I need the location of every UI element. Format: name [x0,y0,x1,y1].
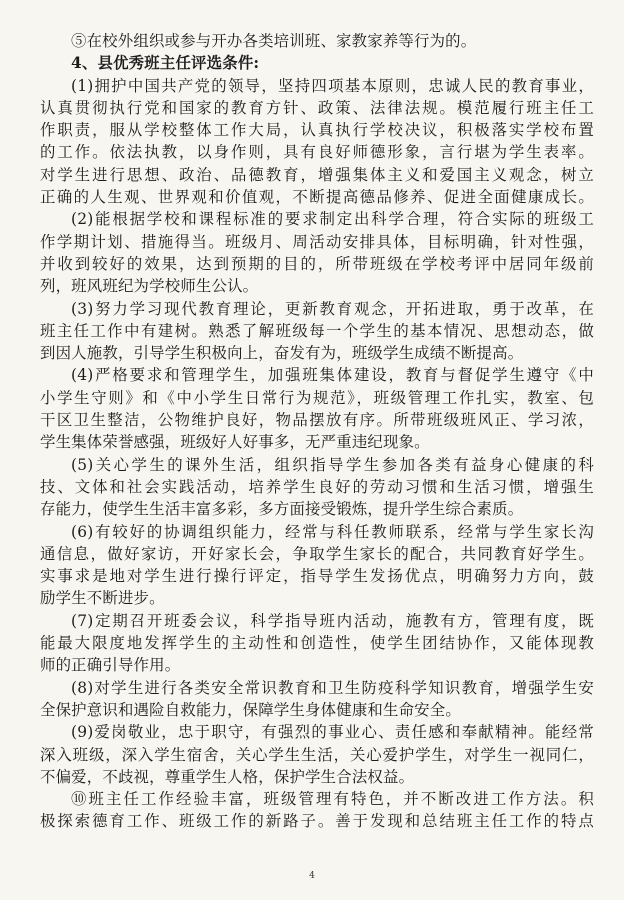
text-line: 师的正确引导作用。 [40,656,181,675]
text-line: 极探索德育工作、班级工作的新路子。善于发现和总结班主任工作的特点 [40,812,594,831]
text-line: 对学生进行思想、政治、品德教育，增强集体主义和爱国主义观念，树立 [40,165,594,184]
text-line: 能最大限度地发挥学生的主动性和创造性，使学生团结协作，又能体现教 [40,634,594,653]
text-line: (7)定期召开班委会议，科学指导班内活动，施教有方，管理有度，既 [71,611,594,630]
text-line: 到因人施教，引导学生积极向上，奋发有为，班级学生成绩不断提高。 [40,344,524,363]
text-line: 学生集体荣誉感强，班级好人好事多，无严重违纪现象。 [40,433,430,452]
text-line: 技、文体和社会实践活动，培养学生良好的劳动习惯和生活习惯，增强生 [40,477,594,496]
text-line: 深入班级，深入学生宿舍，关心学生生活，关心爱护学生，对学生一视同仁， [40,745,594,764]
text-line: 并收到较好的效果，达到预期的目的，所带班级在学校考评中居同年级前 [40,254,594,273]
text-line: 作学期计划、措施得当。班级月、周活动安排具体，目标明确，针对性强， [40,232,594,251]
text-line: ⑤在校外组织或参与开办各类培训班、家教家养等行为的。 [71,32,477,50]
text-line: 实事求是地对学生进行操行评定，指导学生发扬优点，明确努力方向，鼓 [40,567,594,586]
text-line: (1)拥护中国共产党的领导，坚持四项基本原则，忠诚人民的教育事业， [71,76,594,95]
text-line: 作职责，服从学校整体工作大局，认真执行学校决议，积极落实学校布置 [40,121,594,140]
text-line: 通信息，做好家访，开好家长会，争取学生家长的配合，共同教育好学生。 [40,544,594,563]
page-number: 4 [309,871,315,881]
text-line: (2)能根据学校和课程标准的要求制定出科学合理，符合实际的班级工 [71,210,594,229]
body-text [40,30,594,833]
text-line: 正确的人生观、世界观和价值观，不断提高德品修养、促进全面健康成长。 [40,188,594,207]
text-line: 干区卫生整洁，公物维护良好，物品摆放有序。所带班级班风正、学习浓， [40,411,594,430]
text-line: 存能力，使学生生活丰富多彩，多方面接受锻炼，提升学生综合素质。 [40,500,524,519]
text-line: 全保护意识和遇险自救能力，保障学生身体健康和生命安全。 [40,700,461,719]
text-line: (4)严格要求和管理学生，加强班集体建设，教育与督促学生遵守《中 [71,366,594,385]
text-line: 的工作。依法执教，以身作则，具有良好师德形象，言行堪为学生表率。 [40,143,594,162]
text-line: 不偏爱，不歧视，尊重学生人格，保护学生合法权益。 [40,767,415,786]
text-line: 小学生守则》和《中小学生日常行为规范》，班级管理工作扎实，教室、包 [40,388,594,407]
text-line: (5)关心学生的课外生活，组织指导学生参加各类有益身心健康的科 [71,455,594,474]
text-line: (8)对学生进行各类安全常识教育和卫生防疫科学知识教育，增强学生安 [71,678,594,697]
section-heading: 4、县优秀班主任评选条件: [71,54,260,73]
text-line: 班主任工作中有建树。熟悉了解班级每一个学生的基本情况、思想动态，做 [40,321,594,340]
text-line: 认真贯彻执行党和国家的教育方针、政策、法律法规。模范履行班主任工 [40,98,594,117]
text-line: (9)爱岗敬业，忠于职守，有强烈的事业心、责任感和奉献精神。能经常 [71,723,594,742]
text-line: ⑩班主任工作经验丰富，班级管理有特色，并不断改进工作方法。积 [71,790,594,809]
text-line: (6)有较好的协调组织能力，经常与科任教师联系，经常与学生家长沟 [71,522,594,541]
text-line: 列，班风班纪为学校师生公认。 [40,277,259,296]
text-line: 励学生不断进步。 [40,589,165,608]
text-line: (3)努力学习现代教育理论，更新教育观念，开拓进取，勇于改革，在 [71,299,594,318]
